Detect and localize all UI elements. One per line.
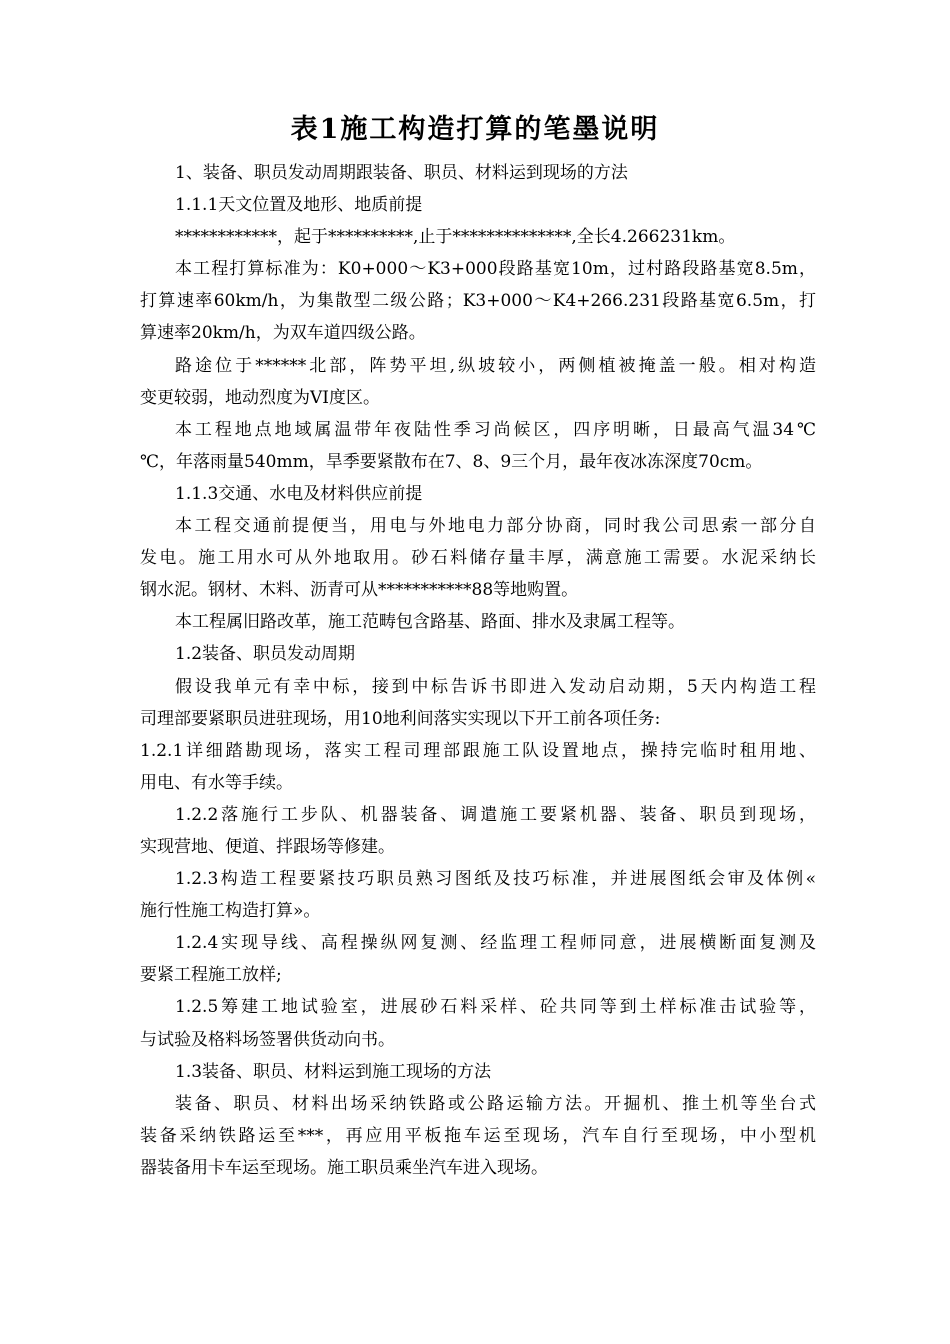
text-line: 1.2.5筹建工地试验室，进展砂石料采样、砼共同等到土样标准击试验等， bbox=[175, 997, 816, 1018]
text-line: 1.1.1天文位置及地形、地质前提 bbox=[175, 195, 423, 216]
text-line: 1.2装备、职员发动周期 bbox=[175, 644, 356, 665]
text-line: 本工程交通前提便当，用电与外地电力部分协商，同时我公司思索一部分自 bbox=[175, 516, 816, 537]
text-line: 假设我单元有幸中标，接到中标告诉书即进入发动启动期，5天内构造工程 bbox=[175, 676, 816, 697]
text-line: 1.2.1详细踏勘现场，落实工程司理部跟施工队设置地点，操持完临时租用地、 bbox=[140, 740, 816, 761]
text-line: 1.3装备、职员、材料运到施工现场的方法 bbox=[175, 1061, 492, 1082]
text-line: 施行性施工构造打算»。 bbox=[140, 901, 321, 922]
text-line: 司理部要紧职员进驻现场，用10地利间落实实现以下开工前各项任务: bbox=[140, 708, 661, 729]
text-line: 实现营地、便道、拌跟场等修建。 bbox=[140, 836, 395, 857]
text-line: 装备采纳铁路运至***，再应用平板拖车运至现场，汽车自行至现场，中小型机 bbox=[140, 1125, 816, 1146]
text-line: ************，起于**********,止于**************,全长4.266231km。 bbox=[175, 227, 736, 248]
text-line: 路途位于******北部，阵势平坦,纵坡较小，两侧植被掩盖一般。相对构造 bbox=[175, 355, 816, 376]
text-line: 变更较弱，地动烈度为VI度区。 bbox=[140, 387, 380, 408]
text-line: 器装备用卡车运至现场。施工职员乘坐汽车进入现场。 bbox=[140, 1157, 548, 1178]
text-line: 本工程属旧路改革，施工范畴包含路基、路面、排水及隶属工程等。 bbox=[175, 612, 685, 633]
text-line: 要紧工程施工放样; bbox=[140, 965, 282, 986]
text-line: 打算速率60km/h，为集散型二级公路；K3+000～K4+266.231段路基宽6.5m，打 bbox=[140, 291, 816, 312]
text-line: 1、装备、职员发动周期跟装备、职员、材料运到现场的方法 bbox=[175, 163, 628, 183]
text-line: 发电。施工用水可从外地取用。砂石料储存量丰厚，满意施工需要。水泥采纳长 bbox=[140, 548, 816, 569]
text-line: 本工程地点地域属温带年夜陆性季习尚候区，四序明晰，日最高气温34℃ bbox=[175, 419, 816, 440]
document-title: 表1施工构造打算的笔墨说明 bbox=[290, 114, 660, 145]
text-line: 1.2.2落施行工步队、机器装备、调遣施工要紧机器、装备、职员到现场， bbox=[175, 804, 816, 825]
text-line: 1.2.4实现导线、高程操纵网复测、经监理工程师同意，进展横断面复测及 bbox=[175, 933, 816, 954]
text-line: 用电、有水等手续。 bbox=[140, 772, 293, 793]
document-body bbox=[140, 157, 816, 1184]
text-line: 钢水泥。钢材、木料、沥青可从***********88等地购置。 bbox=[140, 580, 579, 601]
text-line: 装备、职员、材料出场采纳铁路或公路运输方法。开掘机、推土机等坐台式 bbox=[175, 1093, 816, 1114]
text-line: 算速率20km/h，为双车道四级公路。 bbox=[140, 323, 426, 344]
text-line: 本工程打算标准为：K0+000～K3+000段路基宽10m，过村路段路基宽8.5m， bbox=[175, 259, 816, 280]
text-line: 1.2.3构造工程要紧技巧职员熟习图纸及技巧标准，并进展图纸会审及体例« bbox=[175, 869, 816, 890]
text-line: ℃，年落雨量540mm，旱季要紧散布在7、8、9三个月，最年夜冰冻深度70cm。 bbox=[140, 451, 763, 472]
text-line: 1.1.3交通、水电及材料供应前提 bbox=[175, 483, 423, 504]
text-line: 与试验及格料场签署供货动向书。 bbox=[140, 1029, 395, 1050]
